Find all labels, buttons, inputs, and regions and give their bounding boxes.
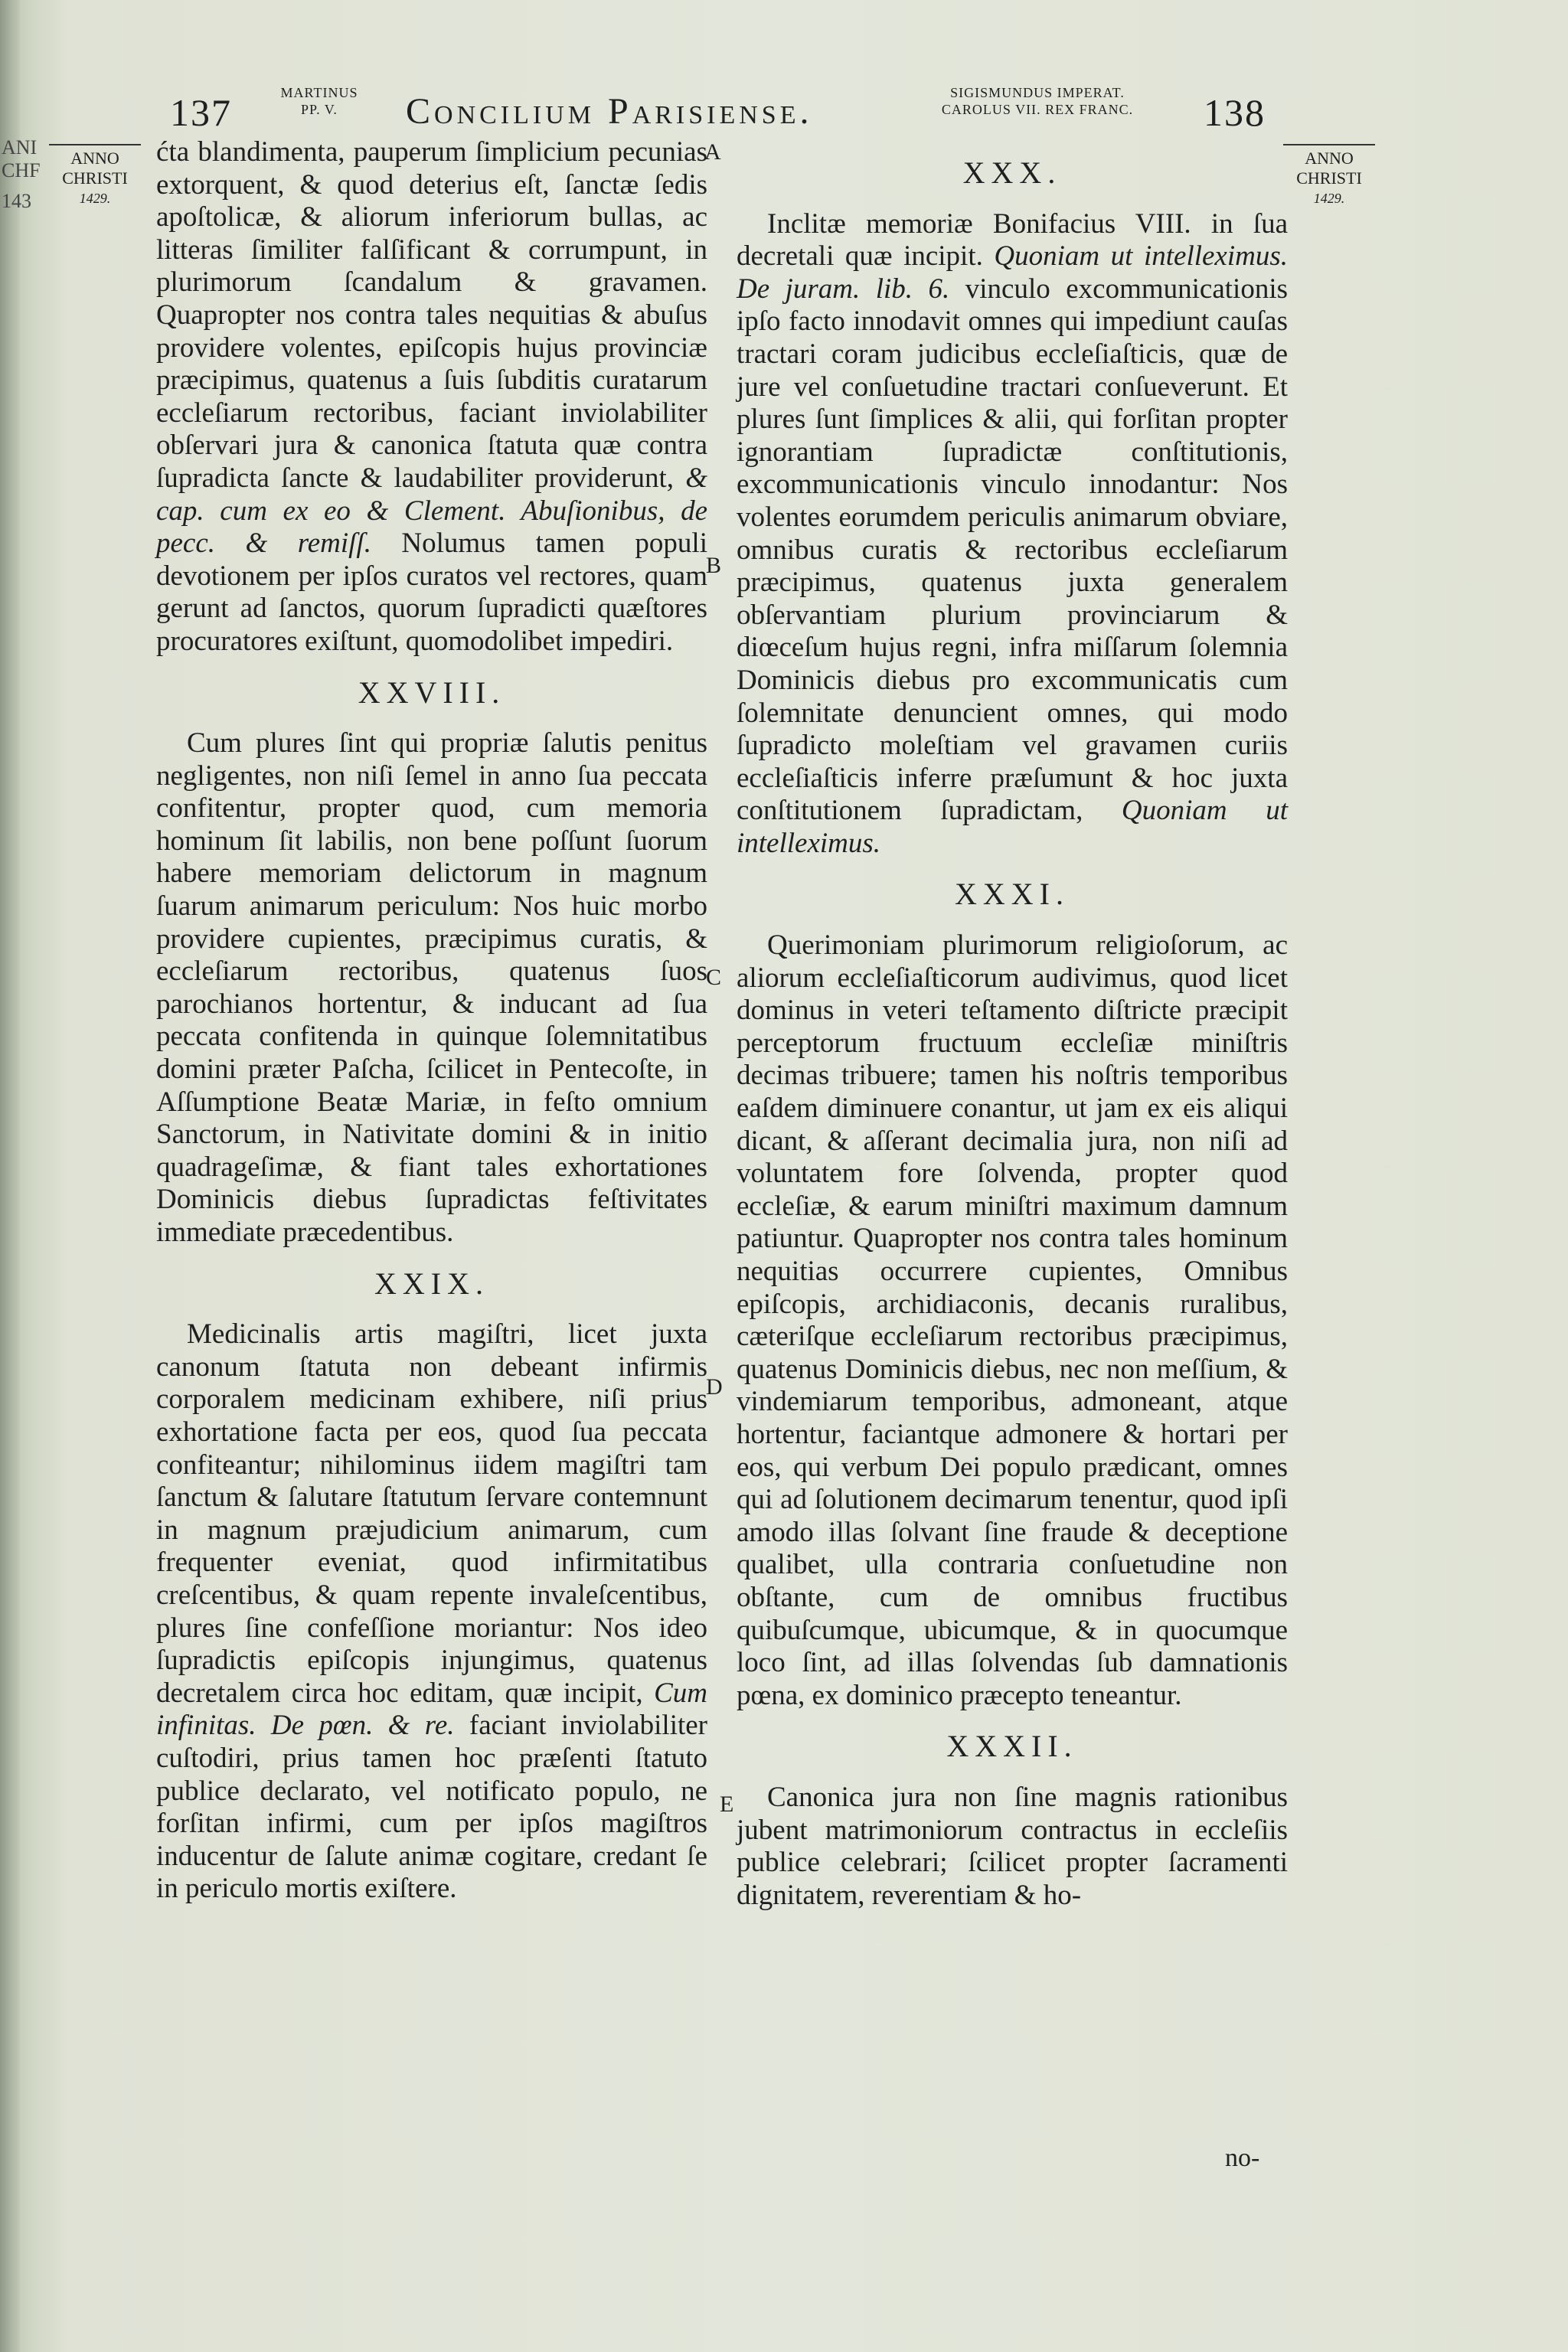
- section-heading: XXXII.: [946, 1729, 1078, 1764]
- margin-letter: D: [706, 1374, 723, 1400]
- paragraph-30: Inclitæ memoriæ Bonifacius VIII. in ſua decretali quæ incipit. Quoniam ut intelleximus. De juram. lib. 6. vinculo excommunicationis ipſo facto innodavit omnes qui impediunt cauſas tractari coram judicibus eccleſiaſticis, quæ de jure vel conſuetudine tractari conſueverunt. Et plures ſunt ſimplices & alii, qui forſitan propter ignorantiam ſupradictæ conſtitutionis, excommunicationis vinculo innodantur: Nos volentes eorumdem periculis animarum obviare, omnibus curatis & rectoribus eccleſiarum præcipimus, quatenus juxta generalem obſervantiam plurium provinciarum & diœceſum hujus regni, infra miſſarum ſolemnia Dominicis diebus pro excommunicatis cum ſolemnitate denuncient omnes, qui modo ſupradicto moleſtiam vel gravamen curiis eccleſiaſticis inferre præſumunt & hoc juxta conſtitutionem ſupradictam, Quoniam ut intelleximus.: [737, 207, 1289, 859]
- paragraph-32: Canonica jura non ſine magnis rationibus jubent matrimoniorum contractus in eccleſiis publice celebrari; ſcilicet propter ſacramenti dignitatem, reverentiam & ho-: [737, 1781, 1288, 1911]
- catchword: no-: [1225, 2144, 1260, 2172]
- page-number-left: 137: [170, 91, 232, 134]
- paragraph-29: Medicinalis artis magiſtri, licet juxta canonum ſtatuta non debeant infirmis corporalem medicinam exhibere, niſi prius exhortatione facta per eos, quod ſua peccata confiteantur; nihilominus iidem magiſtri tam ſanctum & ſalutare ſtatutum ſervare contemnunt in magnum præjudicium animarum, cum frequenter eveniat, quod infirmitatibus creſcentibus, & quam repente invaleſcentibus, plures ſine confeſſione moriantur: Nos ideo ſupradictis epiſcopis injungimus, quatenus decretalem circa hoc editam, quæ incipit, Cum infinitas. De pœn. & re. faciant inviolabiliter cuſtodiri, prius tamen hoc præſenti ſtatuto publice declarato, vel notificato populo, ne forſitan infirmi, cum per ipſos magiſtros inducentur de ſalute animæ cogitare, credant ſe in periculo mortis exiſtere.: [156, 1318, 707, 1905]
- header-pope: MARTINUS PP. V.: [280, 85, 358, 117]
- margin-anno-right: ANNO CHRISTI 1429.: [1283, 144, 1375, 208]
- margin-anno-left: ANNO CHRISTI 1429.: [49, 144, 141, 208]
- gutter-strip: [0, 0, 20, 2352]
- paragraph-28: Cum plures ſint qui propriæ ſalutis penitus negligentes, non niſi ſemel in anno ſua peccata confitentur, propter quod, cum memoria hominum ſit labilis, non bene poſſunt ſuorum habere memoriam delictorum in magnum ſuarum animarum periculum: Nos huic morbo providere cupientes, præcipimus curatis, & eccleſiarum rectoribus, quatenus ſuos parochianos hortentur, & inducant ad ſua peccata confitenda in quinque ſolemnitatibus domini præter Paſcha, ſcilicet in Pentecoſte, in Aſſumptione Beatæ Mariæ, in feſto omnium Sanctorum, in Nativitate domini & in initio quadrageſimæ, & fiant tales exhortationes Dominicis diebus ſupradictas feſtivitates immediate præcedentibus.: [156, 727, 707, 1248]
- margin-letter: C: [706, 965, 722, 990]
- left-column: [156, 136, 707, 1906]
- paragraph-31: Querimoniam plurimorum religioſorum, ac aliorum eccleſiaſticorum audivimus, quod licet dominus in veteri teſtamento diſtricte præcipit perceptorum fructuum eccleſiæ miniſtris decimas tribuere; tamen his noſtris temporibus eaſdem diminuere conantur, ut jam ex eis aliqui dicant, & aſſerant decimalia jura, non niſi ad voluntatem fore ſolvenda, propter quod eccleſiæ, & earum miniſtri maximum damnum patiuntur. Quapropter nos contra tales hominum nequitias occurrere cupientes, Omnibus epiſcopis, archidiaconis, decanis ruralibus, cæteriſque eccleſiarum rectoribus præcipimus, quatenus Dominicis diebus, nec non meſſium, & vindemiarum temporibus, admoneant, atque hortentur, faciantque admonere & hortari per eos, qui verbum Dei populo prædicant, omnes qui ad ſolutionem decimarum tenentur, quod ipſi amodo illas ſolvant ſine fraude & deceptione qualibet, ulla contraria conſuetudine non obſtante, cum de omnibus fructibus quibuſcumque, ubicumque, & in quocumque loco ſint, ad illas ſolvendas ſub damnationis pœna, ex dominico præcepto teneantur.: [737, 929, 1288, 1711]
- left-page-fragment: CHF: [2, 159, 41, 181]
- margin-letter: B: [706, 553, 722, 578]
- left-page-fragment: 143: [2, 190, 31, 212]
- paragraph-continued: ćta blandimenta, pauperum ſimplicium pecunias extorquent, & quod deterius eſt, ſanctæ ſedis apoſtolicæ, & aliorum inferiorum bullas, ac litteras ſimiliter falſificant & corrumpunt, in plurimorum ſcandalum & gravamen. Quapropter nos contra tales nequitias & abuſus providere volentes, epiſcopis hujus provinciæ præcipimus, quatenus a ſuis ſubditis curatarum eccleſiarum rectoribus, faciant inviolabiliter obſervari jura & canonica ſtatuta quæ contra ſupradicta ſancte & laudabiliter providerunt, & cap. cum ex eo & Clement. Abuſionibus, de pecc. & remiſſ. Nolumus tamen populi devotionem per ipſos curatos vel rectores, quam gerunt ad ſanctos, quorum ſupradicti quæſtores procuratores exiſtunt, quomodolibet impediri.: [156, 136, 707, 657]
- header-title: Concilium Parisiense.: [406, 91, 813, 132]
- page-number-right: 138: [1204, 91, 1266, 134]
- section-heading: XXIX.: [374, 1266, 489, 1301]
- section-heading: XXXI.: [955, 877, 1070, 912]
- left-page-fragment: ANI: [2, 136, 38, 158]
- section-heading: XXVIII.: [358, 675, 506, 710]
- header-rulers: SIGISMUNDUS IMPERAT. CAROLUS VII. REX FRANC.: [941, 85, 1134, 117]
- margin-letter: A: [704, 139, 721, 165]
- section-heading: XXX.: [962, 155, 1062, 190]
- right-column: [737, 157, 1288, 1912]
- margin-letter: E: [720, 1792, 734, 1817]
